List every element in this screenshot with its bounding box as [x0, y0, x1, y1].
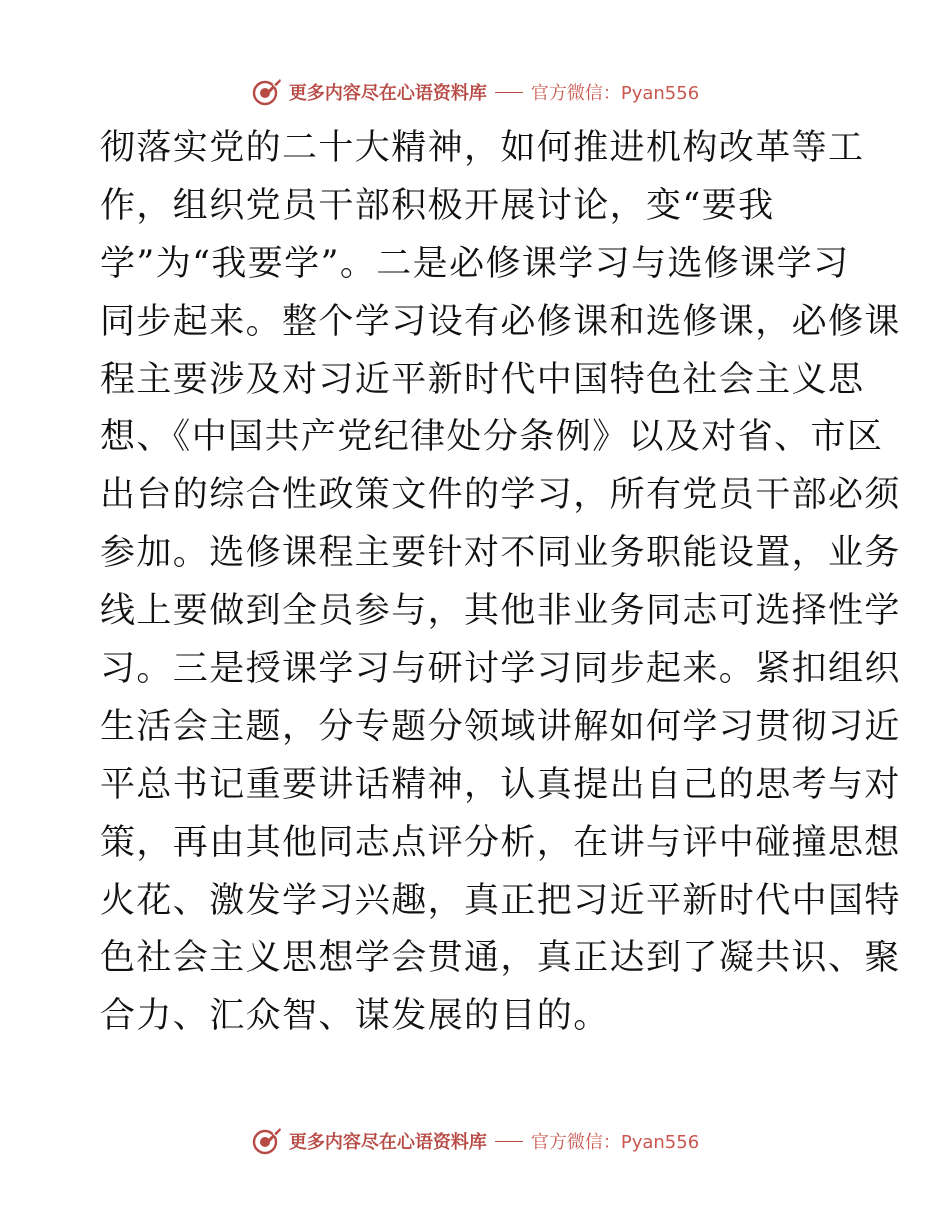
text-line: 参加。选修课程主要针对不同业务职能设置，业务: [100, 533, 901, 574]
text-line: 习。三是授课学习与研讨学习同步起来。紧扣组织: [100, 649, 901, 690]
footer-site-name: 更多内容尽在心语资料库: [288, 1132, 487, 1153]
quill-logo-icon: [251, 1125, 283, 1157]
text-line: 合力、汇众智、谋发展的目的。: [100, 996, 610, 1037]
quill-logo-icon: [251, 76, 283, 108]
text-line: 出台的综合性政策文件的学习，所有党员干部必须: [100, 475, 901, 516]
text-line: 火花、激发学习兴趣，真正把习近平新时代中国特: [100, 880, 901, 921]
article-body: [100, 120, 901, 1046]
text-line: 生活会主题，分专题分领域讲解如何学习贯彻习近: [100, 706, 901, 747]
text-line: 想、《中国共产党纪律处分条例》以及对省、市区: [100, 417, 884, 458]
text-line: 程主要涉及对习近平新时代中国特色社会主义思: [100, 359, 865, 400]
text-line: 同步起来。整个学习设有必修课和选修课，必修课: [100, 301, 901, 342]
footer-dash: [495, 1141, 523, 1142]
text-line: 策，再由其他同志点评分析，在讲与评中碰撞思想: [100, 822, 901, 863]
footer-banner: [0, 1121, 950, 1161]
text-line: 线上要做到全员参与，其他非业务同志可选择性学: [100, 591, 901, 632]
text-line: 色社会主义思想学会贯通，真正达到了凝共识、聚: [100, 938, 901, 979]
header-wechat: 官方微信：Pyan556: [530, 83, 700, 104]
header-site-name: 更多内容尽在心语资料库: [288, 83, 487, 104]
text-line: 彻落实党的二十大精神，如何推进机构改革等工: [100, 128, 865, 168]
footer-wechat: 官方微信：Pyan556: [530, 1132, 700, 1153]
text-line: 平总书记重要讲话精神，认真提出自己的思考与对: [100, 764, 901, 805]
text-line: 作，组织党员干部积极开展讨论，变“要我: [100, 185, 775, 226]
header-banner: [0, 72, 950, 112]
header-dash: [495, 92, 523, 93]
text-line: 学”为“我要学”。二是必修课学习与选修课学习: [100, 243, 850, 284]
